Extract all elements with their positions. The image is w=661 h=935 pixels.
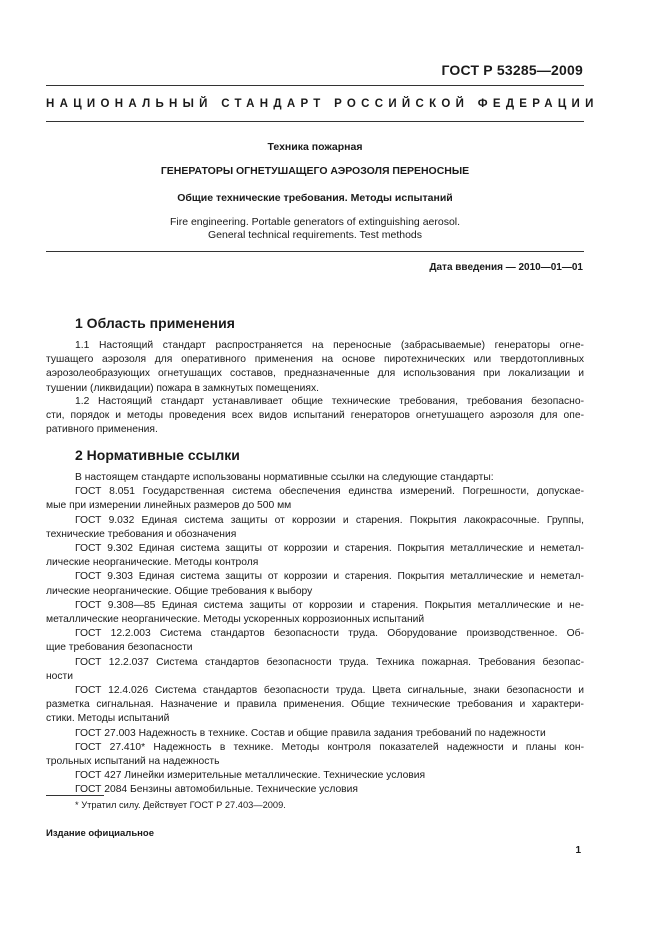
reference-line: лические неорганические. Методы контроля (46, 557, 259, 569)
text-line: аэрозолеобразующих огнетушащих составов, предназначенные для использования при локализации и (46, 368, 584, 380)
reference-line: трольных испытаний на надежность (46, 756, 220, 768)
text-line: 1.1 Настоящий стандарт распространяется на переносные (забрасываемые) генераторы огне- (75, 340, 584, 351)
reference-line: технические требования и обозначения (46, 528, 237, 540)
reference-line: ГОСТ 27.003 Надежность в технике. Состав и общие правила задания требований по надежности (75, 727, 546, 739)
section-1-paragraph-2 (46, 395, 584, 438)
reference-line: ГОСТ 427 Линейки измерительные металлические. Технические условия (75, 770, 426, 782)
footnote-rule (46, 795, 104, 796)
banner-rule (46, 121, 584, 122)
reference-line: ГОСТ 9.302 Единая система защиты от коррозии и старения. Покрытия металлические и неметал- (75, 543, 584, 555)
official-edition-label: Издание официальное (46, 828, 154, 839)
reference-line: ГОСТ 9.303 Единая система защиты от коррозии и старения. Покрытия металлические и неметал- (75, 571, 584, 583)
reference-line: щие требования безопасности (46, 642, 193, 654)
title-subtitle: Общие технические требования. Методы испытаний (177, 192, 453, 204)
reference-line: ГОСТ 12.4.026 Система стандартов безопасности труда. Цвета сигнальные, знаки безопасности и (75, 685, 584, 697)
top-rule (46, 85, 584, 86)
title-english-line: General technical requirements. Test methods (208, 229, 422, 241)
reference-line: разметка сигнальная. Назначение и правила применения. Общие технические требования и характери- (46, 699, 584, 711)
reference-line: мые при измерении линейных размеров до 500 мм (46, 500, 292, 512)
reference-line: ГОСТ 2084 Бензины автомобильные. Технические условия (75, 784, 358, 796)
reference-line: ГОСТ 12.2.003 Система стандартов безопасности труда. Оборудование производственное. Об- (75, 628, 584, 640)
national-standard-banner: НАЦИОНАЛЬНЫЙ СТАНДАРТ РОССИЙСКОЙ ФЕДЕРАЦИИ (46, 98, 599, 110)
text-line: тушении (ликвидации) пожара в замкнутых помещениях. (46, 382, 320, 394)
text-line: тушащего аэрозоля для оперативного применения на основе пиротехнических или твердотопливных (46, 354, 584, 366)
reference-line: металлические неорганические. Методы ускоренных коррозионных испытаний (46, 614, 425, 626)
reference-line: стики. Методы испытаний (46, 713, 170, 725)
reference-line: ности (46, 670, 74, 682)
section-1-heading: 1 Область применения (75, 315, 235, 331)
title-english (46, 216, 584, 242)
text-line: сти, порядок и методы проведения всех видов испытаний генераторов огнетушащего аэрозоля для опе- (46, 410, 584, 422)
references-intro: В настоящем стандарте использованы нормативные ссылки на следующие стандарты: (75, 472, 494, 483)
reference-line: ГОСТ 8.051 Государственная система обеспечения единства измерений. Погрешности, допускае- (75, 486, 584, 498)
introduction-date: Дата введения — 2010—01—01 (429, 262, 583, 273)
section-1-paragraph-1 (46, 339, 584, 396)
title-category: Техника пожарная (267, 141, 363, 153)
normative-references (46, 471, 584, 798)
reference-line: лические неорганические. Общие требования к выбору (46, 585, 313, 597)
standard-number: ГОСТ Р 53285—2009 (441, 62, 583, 78)
page-number: 1 (575, 845, 581, 856)
text-line: ративного применения. (46, 424, 158, 436)
reference-line: ГОСТ 12.2.037 Система стандартов безопасности труда. Техника пожарная. Требования безопас- (75, 656, 584, 668)
reference-line: ГОСТ 27.410* Надежность в технике. Методы контроля показателей надежности и планы кон- (75, 741, 584, 753)
title-english-line: Fire engineering. Portable generators of extinguishing aerosol. (169, 216, 461, 228)
section-2-heading: 2 Нормативные ссылки (75, 447, 240, 463)
text-line: 1.2 Настоящий стандарт устанавливает общие технические требования, требования безопасно- (75, 396, 584, 407)
title-rule (46, 251, 584, 252)
title-main: ГЕНЕРАТОРЫ ОГНЕТУШАЩЕГО АЭРОЗОЛЯ ПЕРЕНОСНЫЕ (160, 165, 470, 177)
footnote: * Утратил силу. Действует ГОСТ Р 27.403—2009. (75, 800, 286, 810)
reference-line: ГОСТ 9.032 Единая система защиты от коррозии и старения. Покрытия лакокрасочные. Группы, (75, 514, 584, 526)
reference-line: ГОСТ 9.308—85 Единая система защиты от коррозии и старения. Покрытия металлические и не- (75, 599, 584, 611)
